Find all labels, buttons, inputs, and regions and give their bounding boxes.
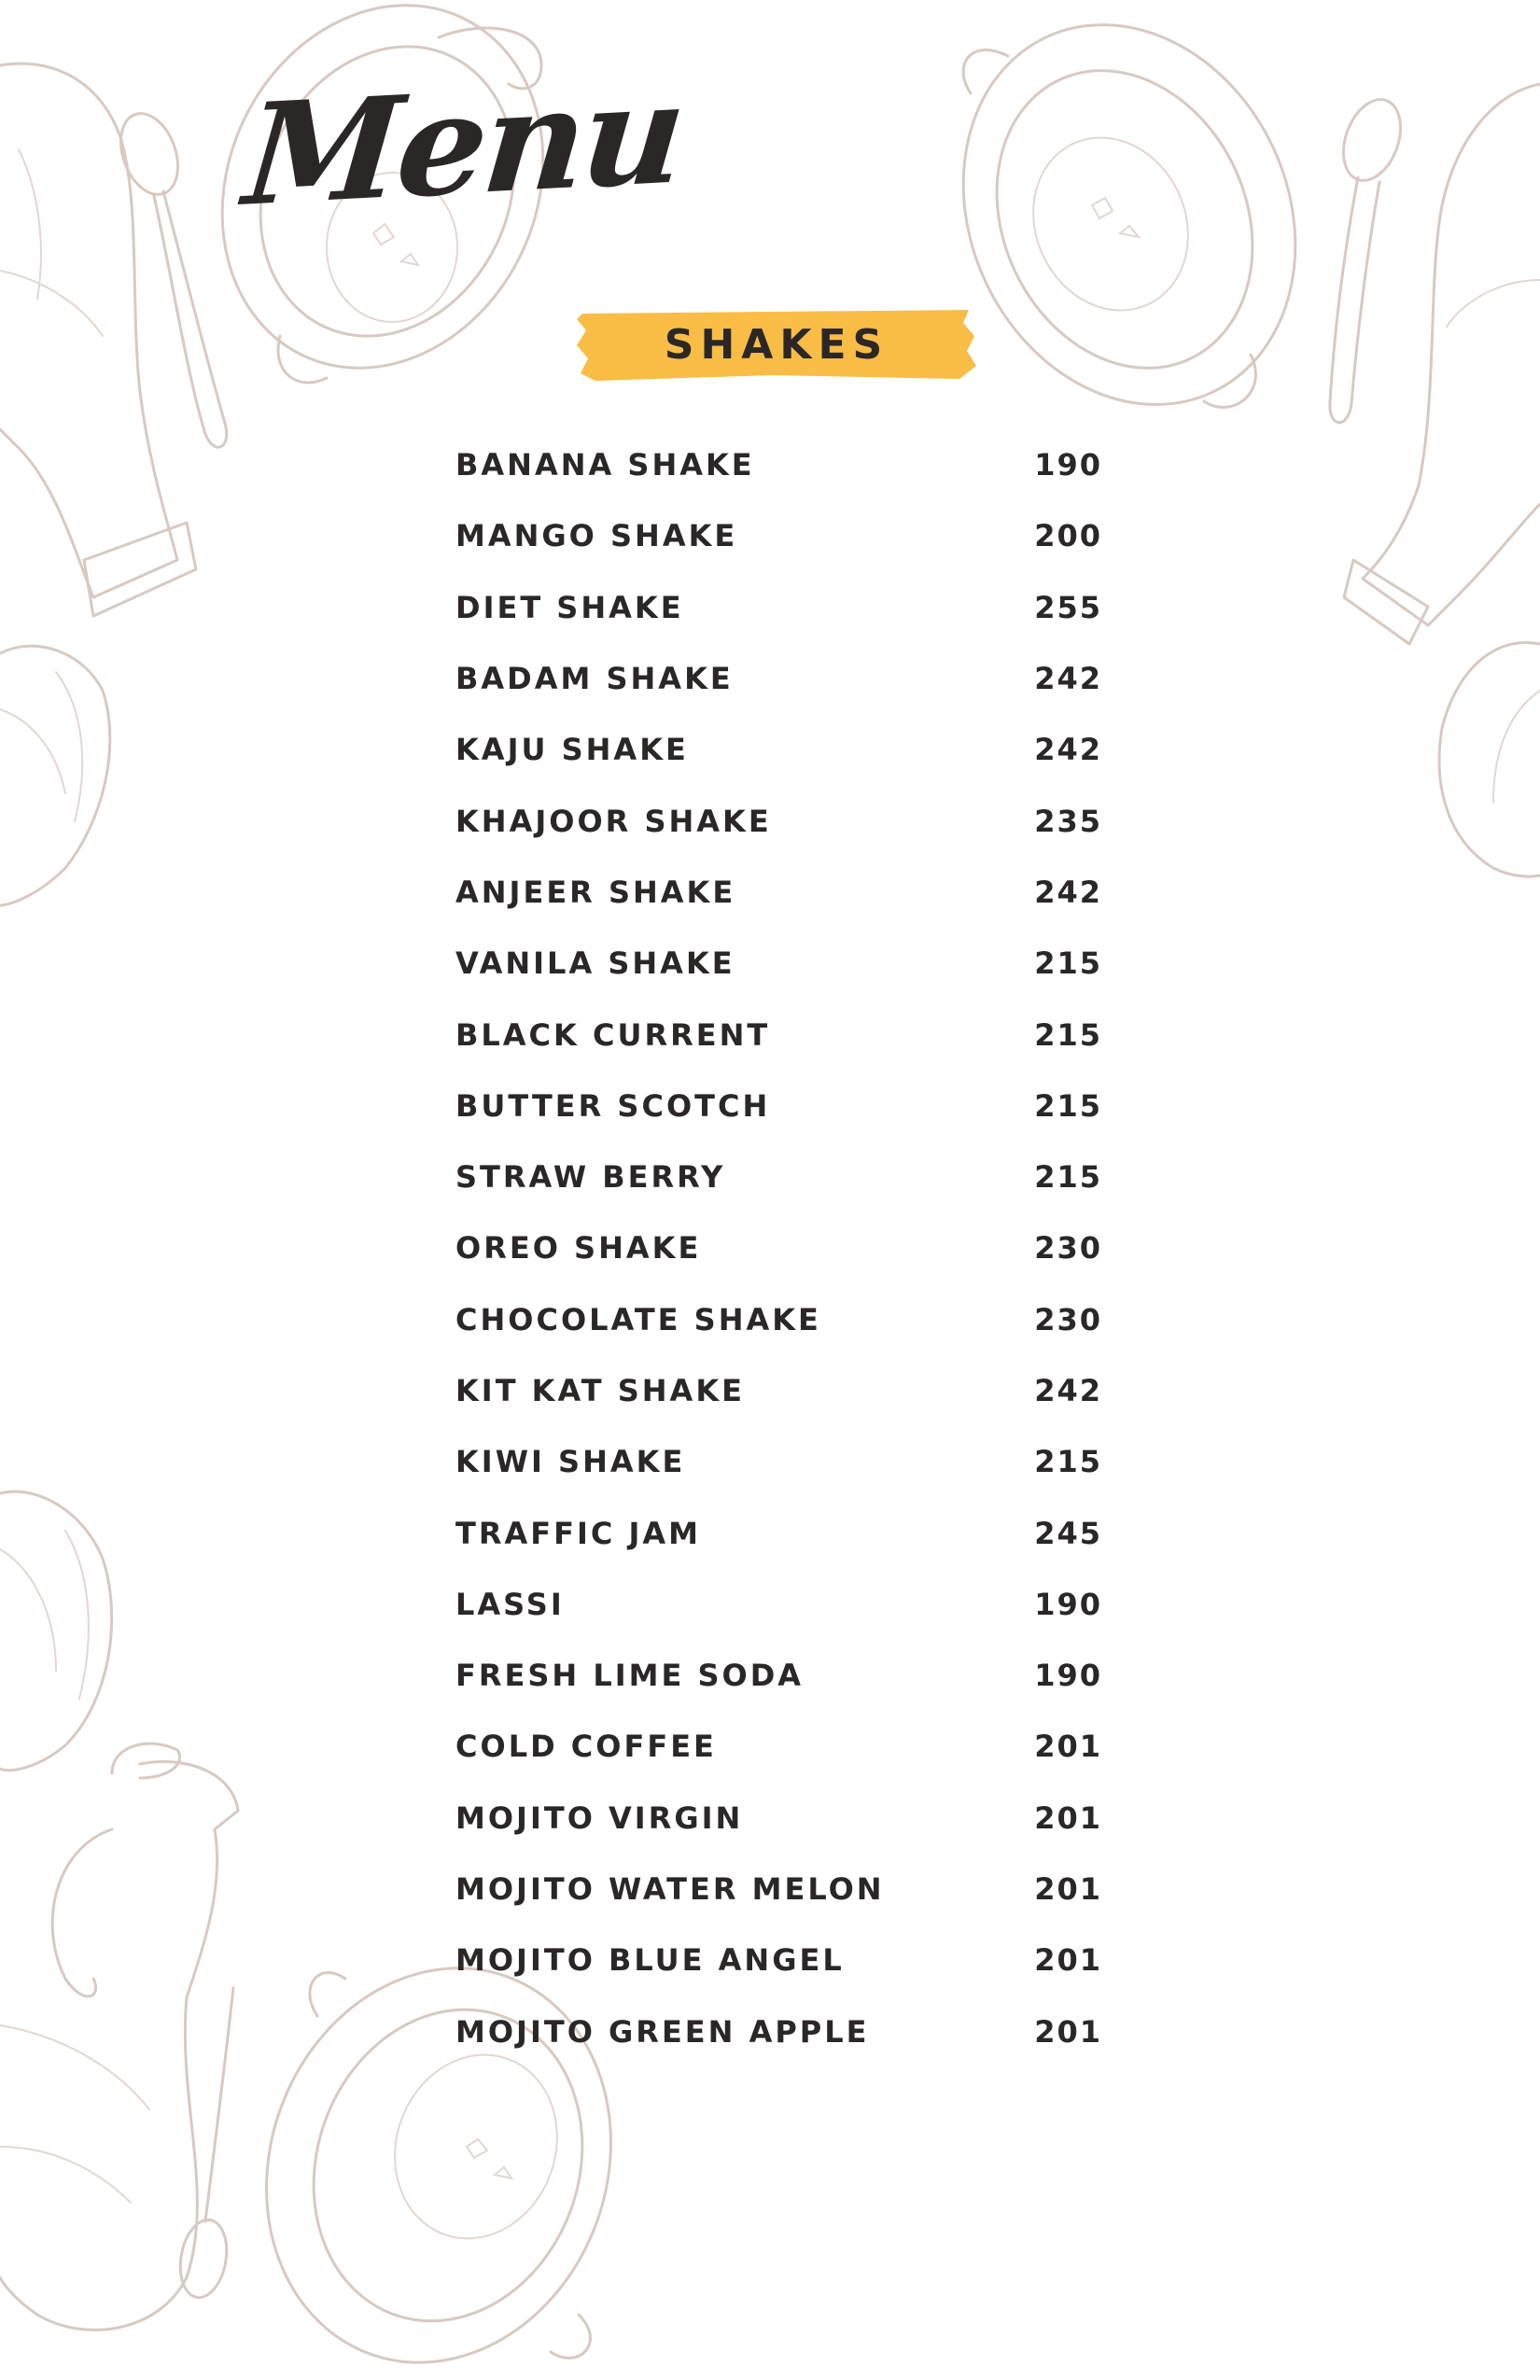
menu-item	[455, 1284, 1109, 1355]
menu-item-list	[455, 429, 1109, 2067]
menu-item-price: 242	[1034, 661, 1102, 697]
menu-item	[455, 999, 1109, 1070]
menu-item-name: ANJEER SHAKE	[455, 874, 736, 910]
menu-item-price: 215	[1034, 1444, 1102, 1480]
menu-item-price: 242	[1034, 732, 1102, 768]
menu-item	[455, 857, 1109, 928]
menu-item-name: KAJU SHAKE	[455, 732, 689, 768]
menu-item-name: DIET SHAKE	[455, 589, 684, 625]
menu-item-name: MOJITO WATER MELON	[455, 1871, 885, 1908]
menu-item-price: 201	[1034, 1942, 1102, 1979]
menu-item-name: MOJITO BLUE ANGEL	[455, 1942, 845, 1979]
menu-item-name: BANANA SHAKE	[455, 447, 755, 483]
spoon-icon	[1330, 91, 1411, 423]
menu-item	[455, 714, 1109, 785]
menu-item	[455, 1212, 1109, 1283]
menu-item	[455, 643, 1109, 714]
menu-item-price: 245	[1034, 1515, 1102, 1551]
menu-item	[455, 928, 1109, 999]
menu-item	[455, 1426, 1109, 1497]
menu-item	[455, 1996, 1109, 2067]
oil-bottle-icon	[0, 1743, 238, 2330]
menu-item	[455, 1711, 1109, 1782]
menu-item-price: 255	[1034, 589, 1102, 625]
menu-item-name: BUTTER SCOTCH	[455, 1087, 771, 1124]
menu-item-price: 215	[1034, 1087, 1102, 1124]
menu-item	[455, 1854, 1109, 1925]
menu-item-price: 215	[1034, 1159, 1102, 1196]
menu-item-name: MOJITO VIRGIN	[455, 1799, 744, 1836]
menu-item-price: 190	[1034, 447, 1102, 483]
menu-item-name: CHOCOLATE SHAKE	[455, 1301, 821, 1337]
menu-item-name: VANILA SHAKE	[455, 945, 735, 982]
menu-item-price: 201	[1034, 2013, 1102, 2050]
menu-item	[455, 1925, 1109, 1995]
menu-item-name: BLACK CURRENT	[455, 1016, 771, 1053]
menu-item-price: 230	[1034, 1230, 1102, 1267]
menu-item	[455, 1640, 1109, 1711]
menu-item-name: BADAM SHAKE	[455, 661, 734, 697]
menu-item-price: 242	[1034, 1373, 1102, 1408]
menu-item-price: 230	[1034, 1301, 1102, 1337]
menu-item-price: 190	[1034, 1586, 1102, 1622]
menu-item-price: 200	[1034, 518, 1102, 554]
menu-item	[455, 1497, 1109, 1568]
menu-item-name: KHAJOOR SHAKE	[455, 803, 772, 839]
menu-item-name: KIT KAT SHAKE	[455, 1373, 745, 1408]
menu-item-name: MANGO SHAKE	[455, 518, 738, 554]
menu-item-price: 215	[1034, 1016, 1102, 1053]
menu-item-price: 201	[1034, 1871, 1102, 1908]
menu-item-price: 190	[1034, 1658, 1102, 1694]
section-title-shakes: SHAKES	[664, 321, 889, 369]
garlic-icon	[0, 646, 110, 905]
menu-item-name: COLD COFFEE	[455, 1729, 717, 1765]
menu-item	[455, 1569, 1109, 1640]
menu-item	[455, 572, 1109, 643]
menu-item	[455, 1783, 1109, 1854]
oil-bottle-icon	[1344, 84, 1540, 644]
garlic-icon	[1439, 642, 1540, 876]
oil-bottle-icon	[0, 63, 196, 616]
menu-item-price: 215	[1034, 945, 1102, 982]
spoon-icon	[175, 1988, 233, 2302]
menu-item	[455, 785, 1109, 856]
menu-item-price: 235	[1034, 803, 1102, 839]
menu-item-name: OREO SHAKE	[455, 1230, 702, 1267]
menu-item	[455, 500, 1109, 571]
menu-item-price: 201	[1034, 1729, 1102, 1765]
soup-bowl-icon	[903, 0, 1356, 459]
menu-item-price: 201	[1034, 1799, 1102, 1836]
menu-item	[455, 429, 1109, 500]
menu-item-name: FRESH LIME SODA	[455, 1658, 805, 1694]
menu-item-name: KIWI SHAKE	[455, 1444, 686, 1480]
menu-item	[455, 1355, 1109, 1426]
menu-item-name: STRAW BERRY	[455, 1159, 726, 1196]
menu-item-name: MOJITO GREEN APPLE	[455, 2013, 870, 2050]
garlic-icon	[0, 1491, 112, 1771]
section-header	[577, 308, 976, 383]
menu-item-name: LASSI	[455, 1586, 565, 1622]
menu-item	[455, 1071, 1109, 1141]
menu-item	[455, 1141, 1109, 1212]
menu-title: Menu	[238, 50, 689, 238]
menu-item-price: 242	[1034, 874, 1102, 910]
spoon-icon	[110, 105, 226, 447]
menu-item-name: TRAFFIC JAM	[455, 1515, 701, 1551]
